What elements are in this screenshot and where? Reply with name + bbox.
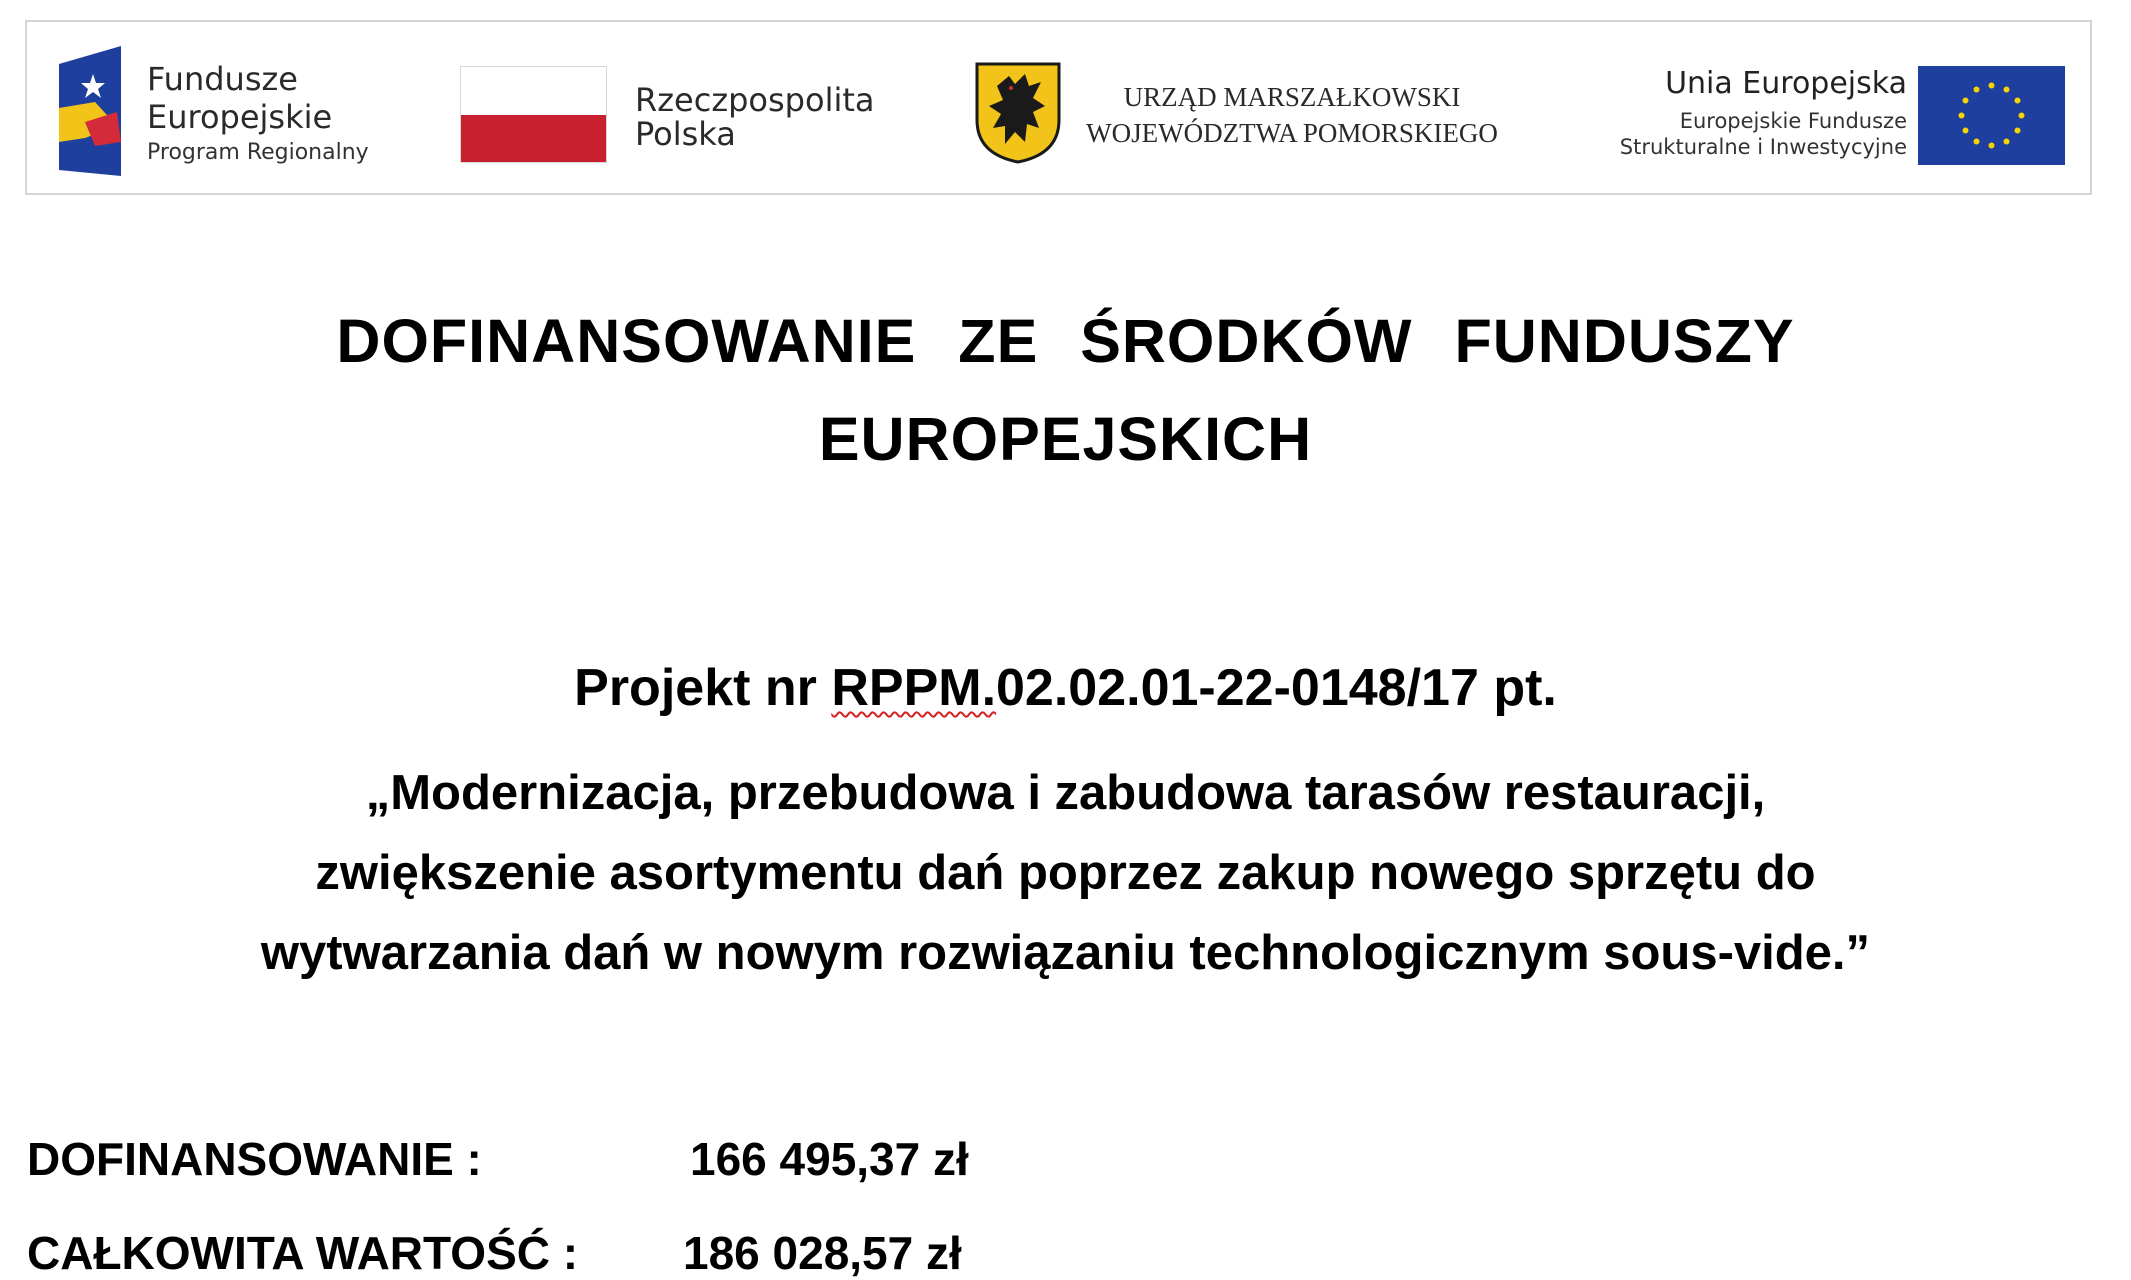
urzad-marszalkowski-logo: [975, 62, 1535, 172]
unia-europejska-logo: [1602, 60, 2077, 180]
unia-line3: Strukturalne i Inwestycyjne: [1619, 135, 1907, 159]
polish-flag-icon: [460, 66, 607, 163]
total-value-amount: 186 028,57 zł: [683, 1227, 962, 1279]
fundusze-europejskie-icon: [55, 46, 125, 176]
project-code-part2: 02.02.01-22-0148/17 pt.: [996, 659, 1557, 717]
unia-line1: Unia Europejska: [1665, 66, 1907, 101]
project-prefix: Projekt nr: [574, 659, 817, 717]
griffin-coat-of-arms-icon: [975, 62, 1061, 164]
project-description-line3: wytwarzania dań w nowym rozwiązaniu technologicznym sous-vide.”: [260, 926, 1871, 980]
project-number: [0, 658, 2131, 718]
heading-line2: EUROPEJSKICH: [818, 405, 1313, 473]
fundusze-line3: Program Regionalny: [147, 140, 369, 165]
rzeczpospolita-line2: Polska: [635, 115, 736, 153]
total-value-label: CAŁKOWITA WARTOŚĆ :: [27, 1227, 579, 1279]
project-description-line1: „Modernizacja, przebudowa i zabudowa tarasów restauracji,: [365, 766, 1766, 820]
fundusze-line2: Europejskie: [147, 98, 333, 136]
fundusze-line1: Fundusze: [147, 60, 298, 98]
rzeczpospolita-polska-logo: [460, 66, 900, 166]
project-code-part1: RPPM.: [831, 659, 997, 717]
heading-line1: DOFINANSOWANIE ZE ŚRODKÓW FUNDUSZY: [336, 307, 1795, 375]
logo-bar: [25, 20, 2092, 195]
urzad-line1: URZĄD MARSZAŁKOWSKI: [1123, 82, 1461, 112]
fundusze-europejskie-logo: [55, 46, 435, 176]
funding-value: 166 495,37 zł: [690, 1133, 969, 1185]
urzad-line2: WOJEWÓDZTWA POMORSKIEGO: [1086, 118, 1498, 148]
project-description-line2: zwiększenie asortymentu dań poprzez zakup nowego sprzętu do: [315, 846, 1816, 900]
unia-line2: Europejskie Fundusze: [1679, 109, 1907, 133]
eu-flag-icon: [1918, 66, 2065, 165]
rzeczpospolita-line1: Rzeczpospolita: [635, 81, 875, 119]
funding-label: DOFINANSOWANIE :: [27, 1133, 482, 1185]
